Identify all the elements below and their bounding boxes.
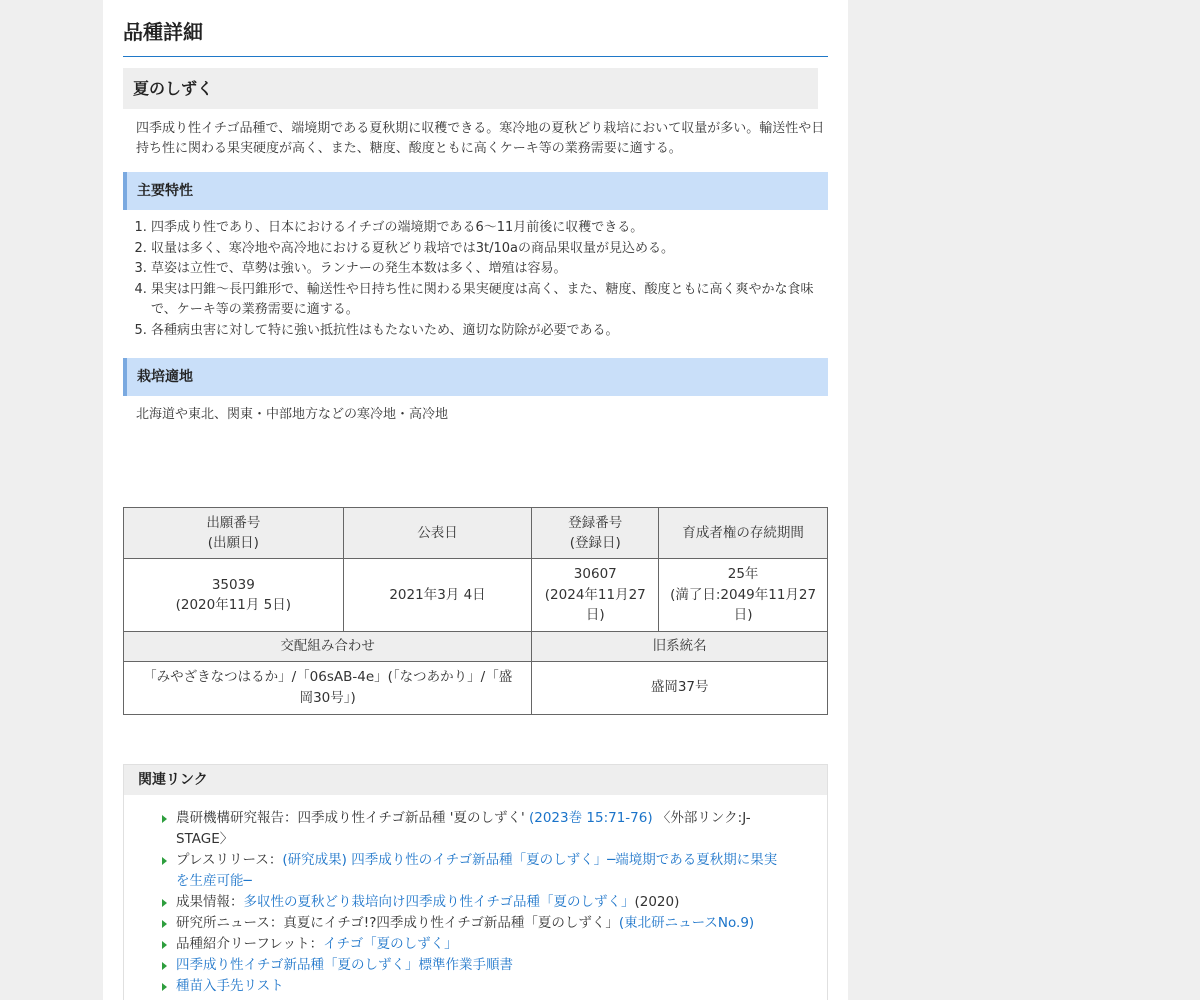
feature-item: 2. 収量は多く、寒冷地や高冷地における夏秋どり栽培では3t/10aの商品果収量が見込める。 <box>151 239 828 260</box>
cell-registration-number <box>532 559 659 632</box>
registration-date-cont: 日) <box>585 607 605 624</box>
variety-name: 夏のしずく <box>123 68 818 109</box>
header-registration-date-label: (登録日) <box>569 535 621 551</box>
link-prefix: 品種紹介リーフレット： <box>176 936 324 952</box>
variety-intro: 四季成り性イチゴ品種で、端境期である夏秋期に収穫できる。寒冷地の夏秋どり栽培において収量が多い。輸送性や日持ち性に関わる果実硬度が高く、また、糖度、酸度ともに高くケーキ等の業務需要に適する。 <box>136 121 825 156</box>
registration-table <box>123 507 828 715</box>
header-application-date-label: (出願日) <box>207 535 259 551</box>
cell-application-number <box>124 559 344 632</box>
cross-combination: 「みやざきなつはるか」/「06sAB-4e」(「なつあかり」/「盛 <box>143 669 513 685</box>
related-link-item <box>162 955 786 976</box>
triangle-bullet-icon <box>162 899 167 907</box>
related-link-item <box>162 892 786 913</box>
application-number: 35039 <box>211 576 255 593</box>
feature-item: 5. 各種病虫害に対して特に強い抵抗性はもたないため、適切な防除が必要である。 <box>151 321 828 342</box>
page <box>103 0 848 1000</box>
registration-number: 30607 <box>573 566 617 583</box>
related-link-item <box>162 850 786 892</box>
triangle-bullet-icon <box>162 815 167 823</box>
features-list <box>123 218 828 341</box>
header-application-number <box>124 508 344 559</box>
link-prefix: 成果情報： <box>176 894 244 910</box>
triangle-bullet-icon <box>162 941 167 949</box>
cell-cross-combination <box>124 661 532 714</box>
rights-expiry: (満了日:2049年11月27 <box>670 586 817 603</box>
related-link-item <box>162 913 786 934</box>
cell-rights-term <box>659 559 828 632</box>
institute-news-link[interactable]: (東北研ニュースNo.9) <box>618 915 755 931</box>
cell-publication-date: 2021年3月 4日 <box>343 559 532 632</box>
registration-date: (2024年11月27 <box>544 586 646 603</box>
link-suffix: 〈外部リンク:J-STAGE〉 <box>176 810 751 847</box>
area-heading: 栽培適地 <box>123 358 828 396</box>
related-link-item <box>162 976 786 997</box>
link-prefix: 農研機構研究報告：四季成り性イチゴ新品種 '夏のしずく' <box>176 810 525 826</box>
features-heading: 主要特性 <box>123 172 828 210</box>
header-application-number-label: 出願番号 <box>206 514 261 531</box>
header-publication-date: 公表日 <box>343 508 532 559</box>
jstage-report-link[interactable]: (2023巻 15:71-76) <box>528 810 653 826</box>
triangle-bullet-icon <box>162 983 167 991</box>
triangle-bullet-icon <box>162 920 167 928</box>
related-links-list <box>124 795 827 997</box>
sop-manual-link[interactable]: 四季成り性イチゴ新品種「夏のしずく」標準作業手順書 <box>176 957 513 973</box>
cell-old-line-name: 盛岡37号 <box>532 661 828 714</box>
triangle-bullet-icon <box>162 962 167 970</box>
seedling-supplier-list-link[interactable]: 種苗入手先リスト <box>176 978 284 994</box>
related-link-item <box>162 808 786 850</box>
rights-expiry-cont: 日) <box>733 607 753 624</box>
link-prefix: 研究所ニュース：真夏にイチゴ!?四季成り性イチゴ新品種「夏のしずく」 <box>176 915 619 931</box>
feature-item: 4. 果実は円錐〜長円錐形で、輸送性や日持ち性に関わる果実硬度は高く、また、糖度、酸度ともに高く爽やかな食味で、ケーキ等の業務需要に適する。 <box>151 280 828 321</box>
header-cross-combination: 交配組み合わせ <box>124 632 532 662</box>
header-registration-number-label: 登録番号 <box>568 514 623 531</box>
leaflet-link[interactable]: イチゴ「夏のしずく」 <box>323 936 458 952</box>
link-suffix: (2020) <box>634 894 680 910</box>
research-result-link[interactable]: 多収性の夏秋どり栽培向け四季成り性イチゴ品種「夏のしずく」 <box>243 894 635 910</box>
feature-item: 3. 草姿は立性で、草勢は強い。ランナーの発生本数は多く、増殖は容易。 <box>151 259 828 280</box>
header-old-line-name: 旧系統名 <box>532 632 828 662</box>
area-text: 北海道や東北、関東・中部地方などの寒冷地・高冷地 <box>136 407 449 422</box>
press-release-link[interactable]: (研究成果) 四季成り性のイチゴ新品種「夏のしずく」─端境期である夏秋期に果実を生産可能─ <box>176 852 778 889</box>
rights-term: 25年 <box>727 566 759 583</box>
page-title: 品種詳細 <box>123 18 828 57</box>
feature-item: 1. 四季成り性であり、日本におけるイチゴの端境期である6〜11月前後に収穫できる。 <box>151 218 828 239</box>
header-rights-term: 育成者権の存続期間 <box>659 508 828 559</box>
header-registration-number <box>532 508 659 559</box>
link-prefix: プレスリリース： <box>176 852 283 868</box>
related-links-heading: 関連リンク <box>124 765 827 795</box>
application-date: (2020年11月 5日) <box>175 597 292 613</box>
related-links-box <box>123 764 828 1000</box>
cross-combination-cont: 岡30号」) <box>299 689 356 706</box>
related-link-item <box>162 934 786 955</box>
triangle-bullet-icon <box>162 857 167 865</box>
